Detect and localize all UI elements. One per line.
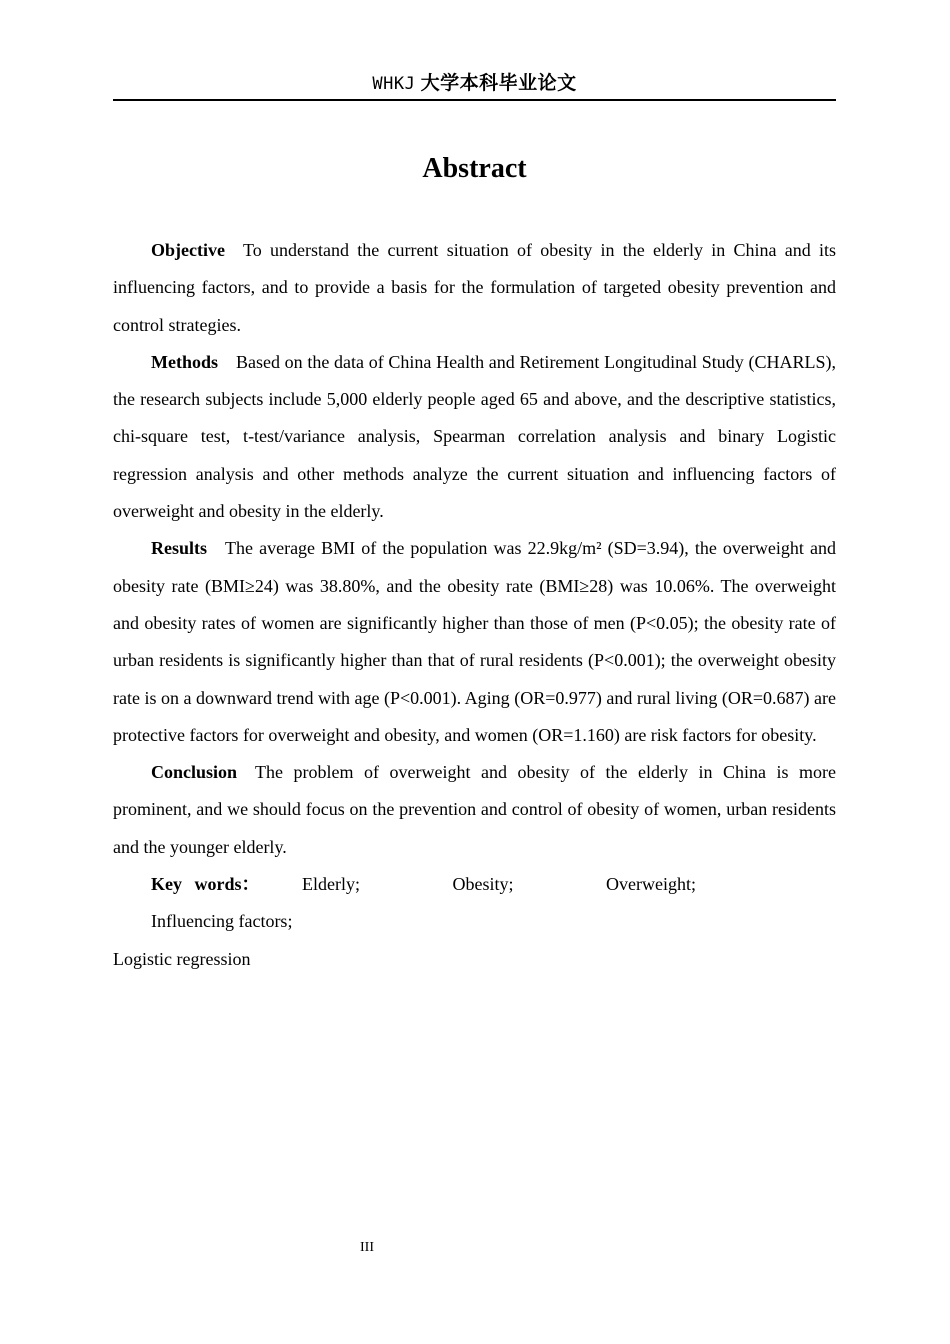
page-number: III <box>360 1240 374 1255</box>
keyword-item: Elderly; <box>302 874 360 895</box>
keywords-paragraph <box>113 866 836 941</box>
abstract-body <box>113 232 836 978</box>
page-title: Abstract <box>422 153 527 184</box>
results-text: The average BMI of the population was 22.9kg/m² (SD=3.94), the overweight and obesity rate (BMI≥24) was 38.80%, and the obesity rate (BMI≥28) was 10.06%. The overweight and obesity rates of women are significantly higher than those of men (P<0.05); the obesity rate of urban residents is significantly higher than that of rural residents (P<0.001); the overweight obesity rate is on a downward trend with age (P<0.001). Aging (OR=0.977) and rural living (OR=0.687) are protective factors for overweight and obesity, and women (OR=1.160) are risk factors for obesity. <box>113 538 836 745</box>
keyword-item: Influencing factors; <box>151 911 293 932</box>
methods-text: Based on the data of China Health and Retirement Longitudinal Study (CHARLS), the research subjects include 5,000 elderly people aged 65 and above, and the descriptive statistics, chi-square test, t-test/variance analysis, Spearman correlation analysis and binary Logistic regression analysis and other methods analyze the current situation and influencing factors of overweight and obesity in the elderly. <box>113 351 836 522</box>
header-latin-text: WHKJ <box>372 74 416 94</box>
keywords-continuation <box>113 941 836 978</box>
keyword-item: Logistic regression <box>113 948 251 969</box>
conclusion-paragraph <box>113 754 836 866</box>
objective-paragraph <box>113 232 836 344</box>
objective-label: Objective <box>151 240 225 260</box>
header-cjk-text: 大学本科毕业论文 <box>420 72 577 94</box>
methods-label: Methods <box>151 351 218 372</box>
conclusion-text: The problem of overweight and obesity of the elderly in China is more prominent, and we should focus on the prevention and control of obesity of women, urban residents and the younger elderly. <box>113 762 836 857</box>
objective-text: To understand the current situation of obesity in the elderly in China and its influencing factors, and to provide a basis for the formulation of targeted obesity prevention and control strategies. <box>113 240 836 335</box>
keyword-item: Overweight; <box>605 874 696 895</box>
keyword-item: Obesity; <box>452 874 514 895</box>
methods-paragraph <box>113 344 836 530</box>
results-paragraph <box>113 530 836 754</box>
results-label: Results <box>151 538 208 559</box>
conclusion-label: Conclusion <box>151 762 238 783</box>
page-header <box>113 70 836 101</box>
keywords-label: Key words： <box>151 874 260 895</box>
